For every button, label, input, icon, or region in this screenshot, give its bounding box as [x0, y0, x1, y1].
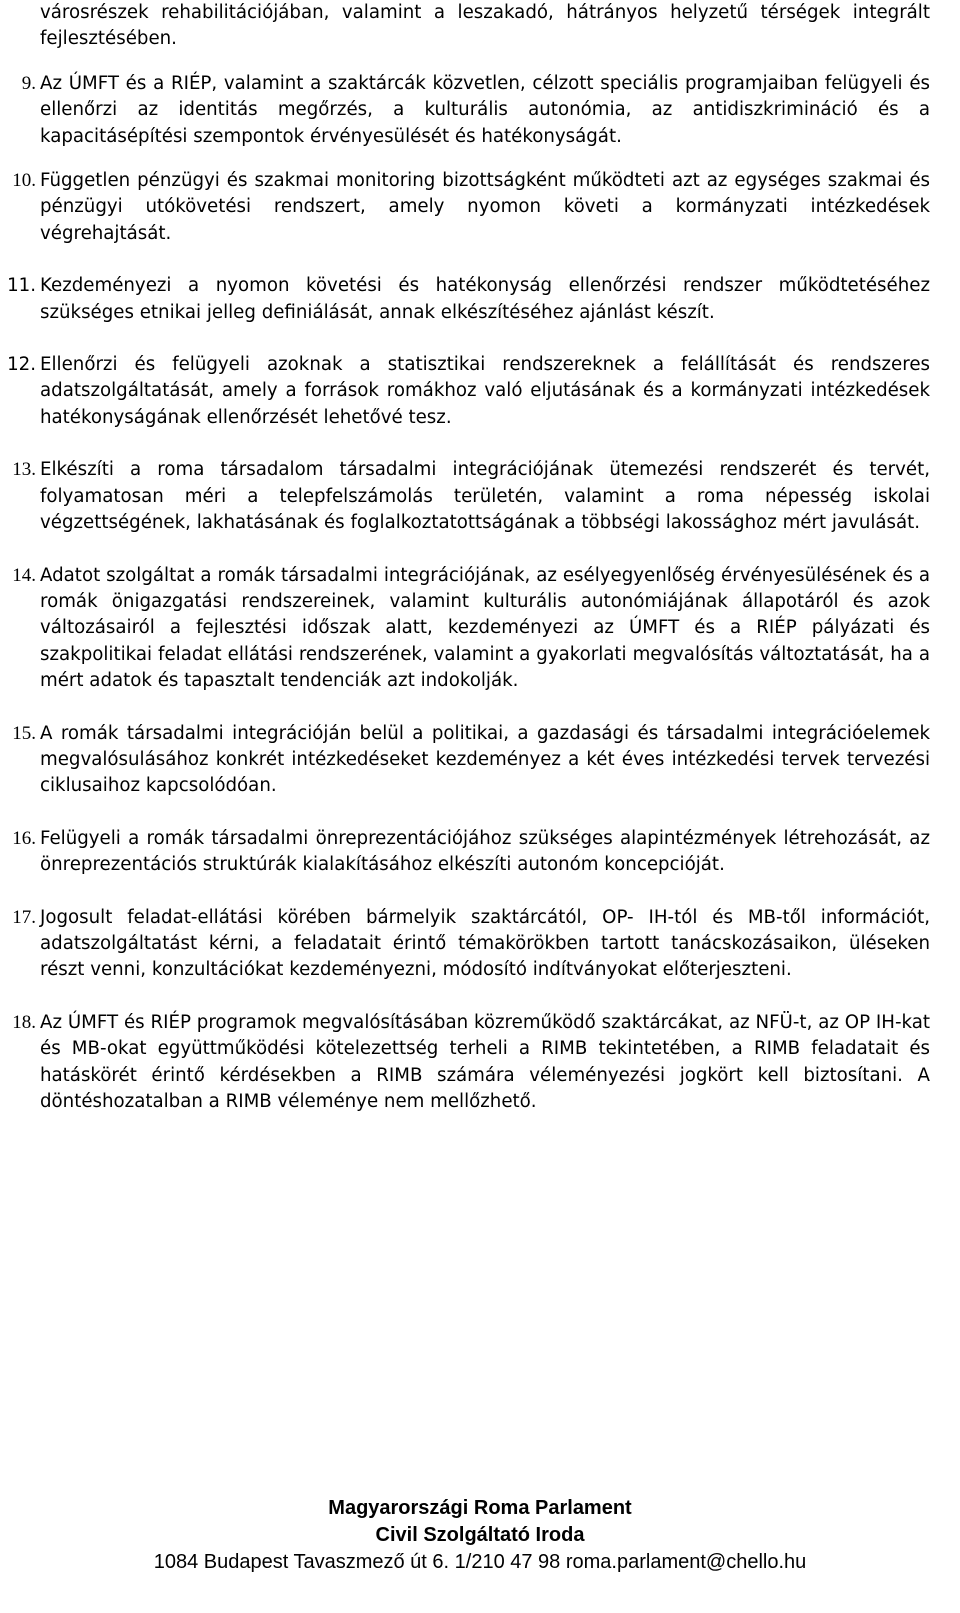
item-text: Független pénzügyi és szakmai monitoring bizottságként működteti azt az egységes szakmai és pénzügyi utókövetési rendszert, amely nyomon követi a kormányzati intézkedések végrehajtását. [40, 170, 930, 244]
item-text: Jogosult feladat-ellátási körében bármelyik szaktárcától, OP- IH-tól és MB-től információt, adatszolgáltatást kérni, a feladatait érintő témakörökben tartott tanácskozásaikon, üléseken részt venni, konzultációkat kezdeményezni, módosító indítványokat előterjeszteni. [40, 906, 930, 981]
list-item-13: 13. Elkészíti a roma társadalom társadalmi integrációjának ütemezési rendszerét és tervét, folyamatosan méri a telepfelszámolás területén, valamint a roma népesség iskolai végzettségének, lakhatásának és foglalkoztatottságának a többségi lakossághoz mért javulását. [40, 457, 930, 536]
list-item-14: 14. Adatot szolgáltat a romák társadalmi integrációjának, az esélyegyenlőség érvényesülésének és a romák önigazgatási rendszereinek, valamint kulturális autonómiájának állapotáról és azok változásairól a fejlesztési időszak alatt, kezdeményezi az ÚMFT és a RIÉP pályázati és szakpolitikai feladat ellátási rendszerének, valamint a gyakorlati megvalósítás változtatását, ha a mért adatok és tapasztalt tendenciák azt indokolják. [40, 563, 930, 695]
list-item-9: 9. Az ÚMFT és a RIÉP, valamint a szaktárcák közvetlen, célzott speciális programjaiban felügyeli és ellenőrzi az identitás megőrzés, a kulturális autonómia, az antidiszkrimináció és a kapacitásépítési szempontok érvényesülését és hatékonyságát. [40, 71, 930, 150]
list-item-16: 16. Felügyeli a romák társadalmi önreprezentációjához szükséges alapintézmények létrehozását, az önreprezentációs struktúrák kialakításához elkészíti autonóm koncepcióját. [40, 826, 930, 879]
list-item-18: 18. Az ÚMFT és RIÉP programok megvalósításában közreműködő szaktárcákat, az NFÜ-t, az OP IH-kat és MB-okat együttműködési kötelezettség terheli a RIMB tekintetében, a RIMB feladatait és hatáskörét érintő kérdésekben a RIMB számára véleményezési jogkört kell biztosítani. A döntéshozatalban a RIMB véleménye nem mellőzhető. [40, 1010, 930, 1116]
document-body [7, 0, 930, 1115]
list-item-12: 12. Ellenőrzi és felügyeli azoknak a statisztikai rendszereknek a felállítását és rendszeres adatszolgáltatását, amely a források romákhoz való eljutásának és a kormányzati intézkedések hatékonyságának ellenőrzését lehetővé tesz. [40, 352, 930, 431]
footer-org-name: Magyarországi Roma Parlament [328, 1497, 632, 1519]
item-text: Adatot szolgáltat a romák társadalmi integrációjának, az esélyegyenlőség érvényesülésének és a romák önigazgatási rendszereinek, valamint kulturális autonómiájának állapotáról és azok változásairól a fejlesztési időszak alatt, kezdeményezi az ÚMFT és a RIÉP pályázati és szakpolitikai feladat ellátási rendszerének, valamint a gyakorlati megvalósítás változtatását, ha a mért adatok és tapasztalt tendenciák azt indokolják. [40, 564, 930, 692]
item-text: Elkészíti a roma társadalom társadalmi integrációjának ütemezési rendszerét és tervét, folyamatosan méri a telepfelszámolás területén, valamint a roma népesség iskolai végzettségének, lakhatásának és foglalkoztatottságának a többségi lakossághoz mért javulását. [40, 459, 930, 534]
page-footer [0, 1495, 960, 1576]
list-item-17: 17. Jogosult feladat-ellátási körében bármelyik szaktárcától, OP- IH-tól és MB-től információt, adatszolgáltatást kérni, a feladatait érintő témakörökben tartott tanácskozásaikon, üléseken részt venni, konzultációkat kezdeményezni, módosító indítványokat előterjeszteni. [40, 905, 930, 984]
item-text: Az ÚMFT és a RIÉP, valamint a szaktárcák közvetlen, célzott speciális programjaiban felügyeli és ellenőrzi az identitás megőrzés, a kulturális autonómia, az antidiszkrimináció és a kapacitásépítési szempontok érvényesülését és hatékonyságát. [40, 72, 930, 147]
list-item-15: 15. A romák társadalmi integrációján belül a politikai, a gazdasági és társadalmi integrációelemek megvalósulásához konkrét intézkedéseket kezdeményez a két éves intézkedési tervek tervezési ciklusaihoz kapcsolódóan. [40, 721, 930, 800]
item-text: Kezdeményezi a nyomon követési és hatékonyság ellenőrzési rendszer működtetéséhez szükséges etnikai jelleg definiálását, annak elkészítéséhez ajánlást készít. [40, 275, 930, 323]
lead-paragraph: városrészek rehabilitációjában, valamint a leszakadó, hátrányos helyzetű térségek integrált fejlesztésében. [40, 2, 930, 50]
item-text: Ellenőrzi és felügyeli azoknak a statisztikai rendszereknek a felállítását és rendszeres adatszolgáltatását, amely a források romákhoz való eljutásának és a kormányzati intézkedések hatékonyságának ellenőrzését lehetővé tesz. [40, 354, 930, 428]
list-item-10: 10. Független pénzügyi és szakmai monitoring bizottságként működteti azt az egységes szakmai és pénzügyi utókövetési rendszert, amely nyomon követi a kormányzati intézkedések végrehajtását. [40, 168, 930, 247]
item-text: Felügyeli a romák társadalmi önreprezentációjához szükséges alapintézmények létrehozását, az önreprezentációs struktúrák kialakításához elkészíti autonóm koncepcióját. [40, 827, 930, 876]
footer-office-name: Civil Szolgáltató Iroda [375, 1524, 585, 1546]
footer-address: 1084 Budapest Tavaszmező út 6. 1/210 47 98 roma.parlament@chello.hu [153, 1551, 807, 1573]
item-text: Az ÚMFT és RIÉP programok megvalósításában közreműködő szaktárcákat, az NFÜ-t, az OP IH-kat és MB-okat együttműködési kötelezettség terheli a RIMB tekintetében, a RIMB feladatait és hatáskörét érintő kérdésekben a RIMB számára véleményezési jogkört kell biztosítani. A döntéshozatalban a RIMB véleménye nem mellőzhető. [40, 1011, 930, 1112]
item-text: A romák társadalmi integrációján belül a politikai, a gazdasági és társadalmi integrációelemek megvalósulásához konkrét intézkedéseket kezdeményez a két éves intézkedési tervek tervezési ciklusaihoz kapcsolódóan. [40, 722, 930, 797]
list-item-11: 11. Kezdeményezi a nyomon követési és hatékonyság ellenőrzési rendszer működtetéséhez szükséges etnikai jelleg definiálását, annak elkészítéséhez ajánlást készít. [40, 273, 930, 326]
